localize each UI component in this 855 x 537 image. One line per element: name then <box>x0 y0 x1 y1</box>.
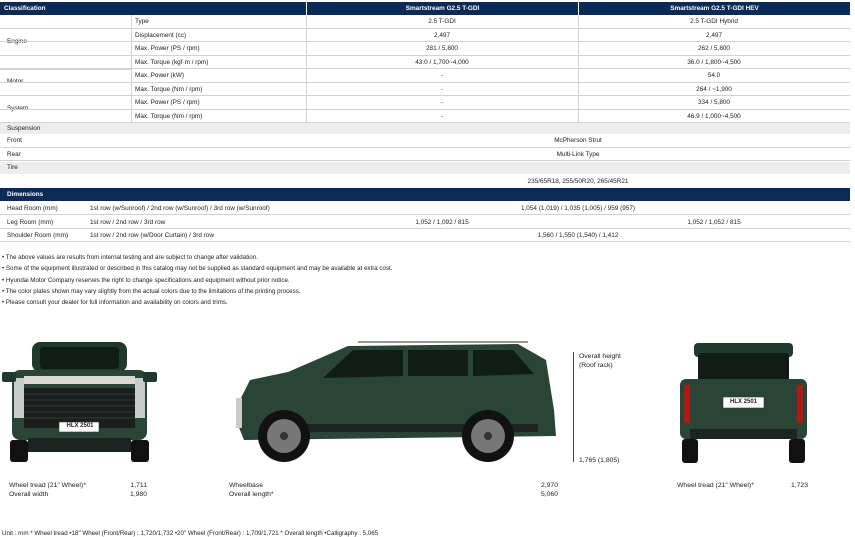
dimension-label: Head Room (mm) <box>7 205 58 212</box>
dimension-value: 1,054 (1,019) / 1,035 (1,005) / 959 (957) <box>520 205 636 212</box>
dimension-label: Leg Room (mm) <box>7 218 54 226</box>
dimensions-title: Dimensions <box>7 191 44 198</box>
dimension-value-g25: 1,052 / 1,092 / 815 <box>415 218 469 226</box>
spec-value-g25: 43.0 / 1,700~4,000 <box>415 58 469 66</box>
table-row <box>0 83 850 97</box>
note-line: • Hyundai Motor Company reserves the right to change specifications and equipment without prior notice. <box>2 276 290 284</box>
overall-width-label: Overall width <box>9 491 49 498</box>
note-line: • The color plates shown may vary slightly from the actual colors due to the limitations of the printing process. <box>2 288 301 295</box>
spec-value-hev: 264 / ~1,900 <box>696 85 732 93</box>
dimensions-header <box>0 188 850 201</box>
table-row <box>0 15 850 29</box>
spec-label: Type <box>135 18 149 25</box>
overall-width-value: 1,980 <box>129 491 147 498</box>
wheelbase-label: Wheelbase <box>229 482 264 489</box>
tire-title: Tire <box>7 164 18 171</box>
spec-value-hev: 46.9 / 1,000~4,500 <box>687 112 741 120</box>
table-row <box>0 42 850 56</box>
dimension-value: 1,560 / 1,550 (1,540) / 1,412 <box>537 232 619 239</box>
suspension-rear-label: Rear <box>7 150 21 158</box>
rear-license-plate: HLX 2501 <box>729 399 757 405</box>
spec-label: Max. Power (kW) <box>135 72 184 79</box>
classification-heading: Classification <box>4 5 46 12</box>
spec-label: Max. Torque (Nm / rpm) <box>135 85 203 93</box>
tire-section-header <box>0 162 850 174</box>
front-view-car-illustration <box>2 342 157 466</box>
spec-value-g25: 2,497 <box>434 31 450 39</box>
column-heading-g25-hev: Smartstream G2.5 T-GDI HEV <box>578 2 850 15</box>
front-license-plate: HLX 2501 <box>66 423 94 429</box>
spec-label: Max. Power (PS / rpm) <box>135 99 200 106</box>
suspension-section-header <box>0 123 850 134</box>
front-tread-label: Wheel tread (21" Wheel)* <box>9 482 86 489</box>
table-row <box>0 148 850 162</box>
table-row <box>0 56 850 70</box>
spec-table-header <box>0 2 850 15</box>
suspension-rear-value: Multi-Link Type <box>556 150 600 158</box>
footnote: Unit : mm * Wheel tread •18" Wheel (Front/Rear) : 1,720/1,732 •20" Wheel (Front/Rear) : 1,709/1,721 * Overall length •Calligraphy : 5,065 <box>2 530 379 537</box>
rear-tread-label: Wheel tread (21" Wheel)* <box>677 482 754 489</box>
spec-value-g25: 2.5 T-GDI <box>428 18 456 25</box>
front-tread-value: 1,711 <box>130 482 147 489</box>
table-row <box>0 29 850 43</box>
spec-label: Max. Power (PS / rpm) <box>135 45 200 52</box>
overall-height-line <box>573 352 574 462</box>
spec-value-g25: - <box>440 112 444 120</box>
dimension-desc: 1st row (w/Sunroof) / 2nd row (w/Sunroof) / 3rd row (w/Sunroof) <box>90 205 270 212</box>
roof-rack-label: (Roof rack) <box>579 362 613 369</box>
spec-value-hev: 334 / 5,800 <box>698 99 730 106</box>
spec-label: Displacement (cc) <box>135 31 187 39</box>
spec-value-g25: - <box>440 72 444 79</box>
spec-value-hev: 54.0 <box>707 72 721 79</box>
note-line: • Some of the equipment illustrated or described in this catalog may not be supplied as standard equipment and may be available at extra cost. <box>2 265 393 272</box>
spec-value-g25: - <box>440 85 444 93</box>
suspension-front-label: Front <box>7 137 22 144</box>
dimension-desc: 1st row / 2nd row (w/Door Curtain) / 3rd row <box>90 232 214 239</box>
table-row <box>0 69 850 83</box>
table-row <box>0 110 850 124</box>
overall-length-value: 5,060 <box>540 491 558 498</box>
rear-tread-value: 1,723 <box>790 482 808 489</box>
spec-value-g25: - <box>440 99 444 106</box>
note-line: • The above values are results from internal testing and are subject to change after validation. <box>2 254 258 261</box>
table-row <box>0 134 850 148</box>
dimension-label: Shoulder Room (mm) <box>7 232 69 239</box>
table-row <box>0 174 850 188</box>
suspension-front-value: McPherson Strut <box>554 137 602 144</box>
tire-value: 235/65R18, 255/50R20, 265/45R21 <box>527 177 629 185</box>
group-divider <box>306 15 307 123</box>
wheelbase-value: 2,970 <box>540 482 558 489</box>
column-heading-g25: Smartstream G2.5 T-GDI <box>306 2 578 15</box>
table-row <box>0 215 850 229</box>
spec-value-g25: 281 / 5,800 <box>426 45 458 52</box>
spec-value-hev: 2.5 T-GDI Hybrid <box>690 18 738 25</box>
suspension-title: Suspension <box>7 125 41 132</box>
engine-group-label: Engine <box>7 38 27 45</box>
overall-height-value: 1,765 (1,805) <box>579 457 620 464</box>
overall-length-label: Overall length* <box>229 491 274 498</box>
note-line: • Please consult your dealer for full information and availability on colors and trims. <box>2 299 228 306</box>
spec-value-hev: 36.0 / 1,800~4,500 <box>687 58 741 66</box>
spec-label: Max. Torque (kgf·m / rpm) <box>135 58 209 66</box>
dimension-value-hev: 1,052 / 1,052 / 815 <box>687 218 741 226</box>
table-row <box>0 229 850 243</box>
system-group-label: System <box>7 105 29 112</box>
table-row <box>0 202 850 216</box>
motor-group-label: Motor <box>7 78 24 85</box>
side-view-car-illustration <box>228 340 560 468</box>
spec-label: Max. Torque (Nm / rpm) <box>135 112 203 120</box>
table-row <box>0 96 850 110</box>
overall-height-label: Overall height <box>579 353 621 360</box>
group-divider <box>131 15 132 123</box>
group-divider <box>578 15 579 123</box>
spec-value-hev: 2,497 <box>706 31 722 39</box>
dimension-desc: 1st row / 2nd row / 3rd row <box>90 218 166 226</box>
group-divider <box>0 69 131 70</box>
spec-value-hev: 262 / 5,800 <box>698 45 730 52</box>
